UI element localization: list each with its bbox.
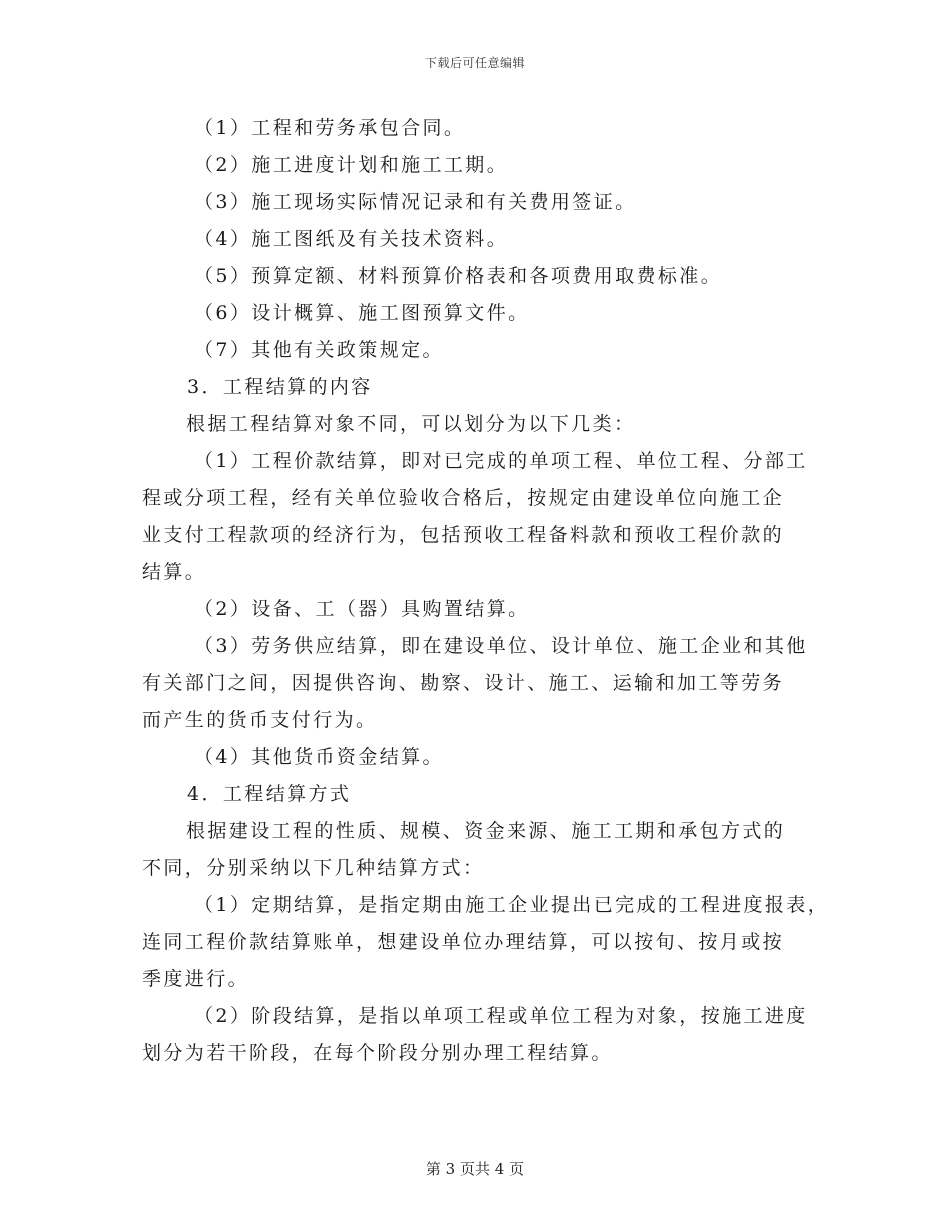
paragraph-line: （3）劳务供应结算，即在建设单位、设计单位、施工企业和其他 — [194, 635, 808, 657]
paragraph-line: 连同工程价款结算账单，想建设单位办理结算，可以按旬、按月或按 — [142, 931, 785, 953]
section-heading: 4．工程结算方式 — [187, 783, 352, 805]
page-header: 下载后可任意编辑 — [424, 56, 525, 70]
paragraph-line: 程或分项工程，经有关单位验收合格后，按规定由建设单位向施工企 — [142, 487, 785, 509]
paragraph-line: （2）施工进度计划和施工工期。 — [194, 154, 509, 176]
paragraph-line: 根据建设工程的性质、规模、资金来源、施工工期和承包方式的 — [186, 820, 786, 842]
paragraph-line: （1）工程和劳务承包合同。 — [194, 117, 466, 139]
paragraph-line: （4）其他货币资金结算。 — [194, 746, 444, 768]
paragraph-line: （3）施工现场实际情况记录和有关费用签证。 — [194, 191, 637, 213]
paragraph-line: 划分为若干阶段，在每个阶段分别办理工程结算。 — [142, 1042, 613, 1064]
paragraph-line: 季度进行。 — [142, 968, 250, 990]
page-footer: 第 3 页共 4 页 — [425, 1160, 525, 1178]
paragraph-line: （1）定期结算，是指定期由施工企业提出已完成的工程进度报表， — [194, 894, 830, 916]
paragraph-line: （6）设计概算、施工图预算文件。 — [194, 302, 530, 324]
paragraph-line: 业支付工程款项的经济行为，包括预收工程备料款和预收工程价款的 — [142, 524, 785, 546]
paragraph-line: 有关部门之间，因提供咨询、勘察、设计、施工、运输和加工等劳务 — [142, 672, 785, 694]
paragraph-line: （2）阶段结算，是指以单项工程或单位工程为对象，按施工进度 — [194, 1005, 808, 1027]
paragraph-line: （1）工程价款结算，即对已完成的单项工程、单位工程、分部工 — [194, 450, 808, 472]
paragraph-line: 而产生的货币支付行为。 — [142, 709, 378, 731]
paragraph-line: 结算。 — [142, 561, 207, 583]
paragraph-line: （5）预算定额、材料预算价格表和各项费用取费标准。 — [194, 265, 723, 287]
paragraph-line: （2）设备、工（器）具购置结算。 — [194, 598, 530, 620]
paragraph-line: 根据工程结算对象不同，可以划分为以下几类： — [186, 413, 636, 435]
paragraph-line: （7）其他有关政策规定。 — [194, 339, 444, 361]
paragraph-line: 不同，分别采纳以下几种结算方式： — [142, 857, 485, 879]
section-heading: 3．工程结算的内容 — [187, 376, 373, 398]
paragraph-line: （4）施工图纸及有关技术资料。 — [194, 228, 509, 250]
document-body — [142, 110, 830, 1072]
